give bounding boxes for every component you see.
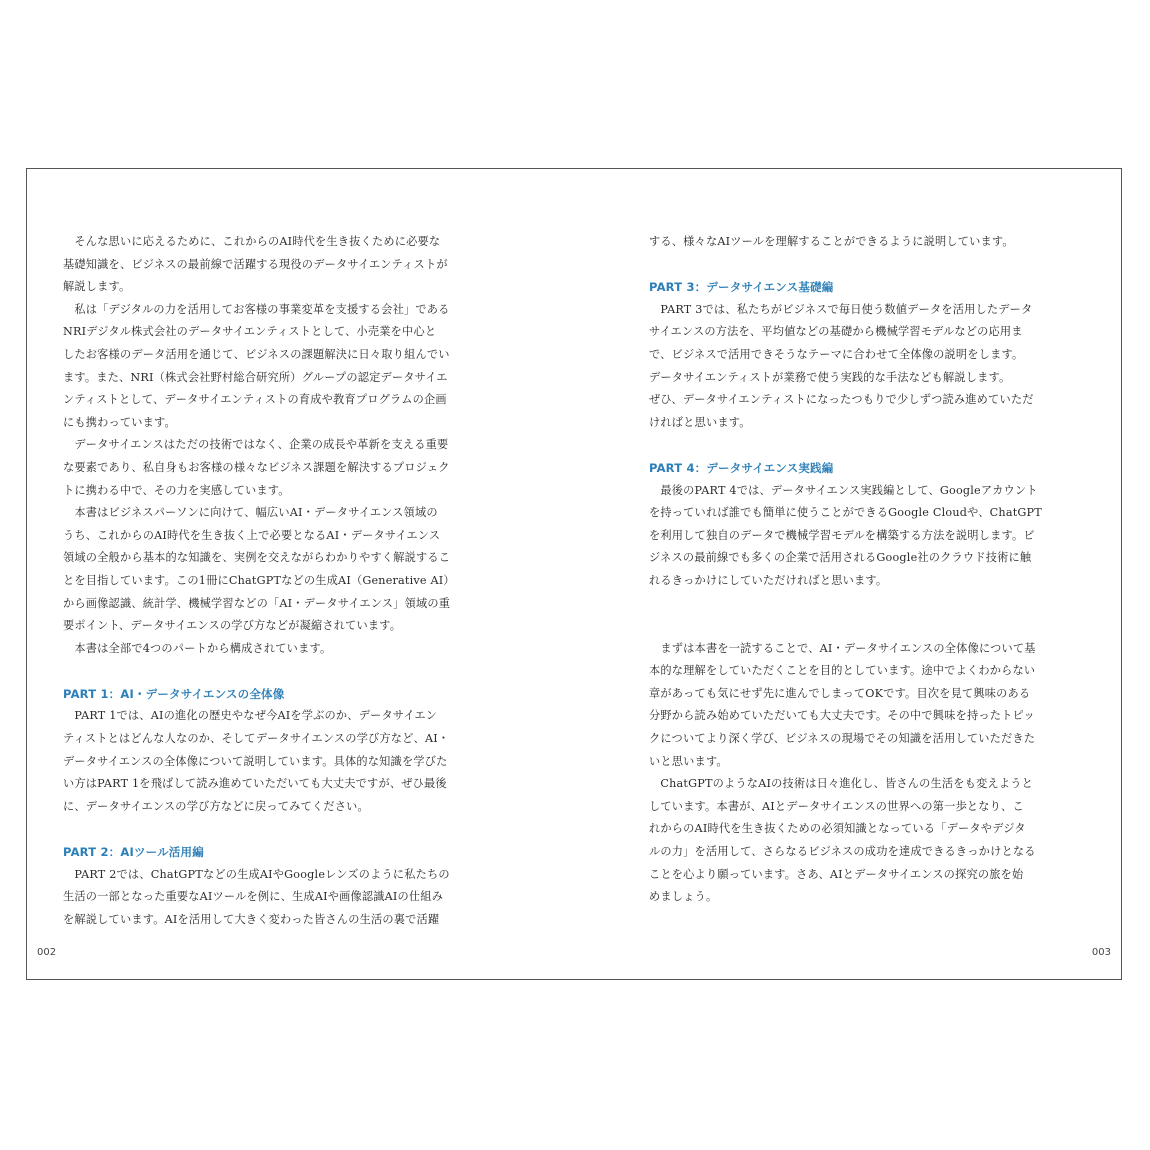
part4-paragraph [649,480,1081,593]
text-line: い方はPART 1を飛ばして読み進めていただいても大丈夫ですが、ぜひ最後 [63,777,447,791]
text-line: ことを心より願っています。さあ、AIとデータサイエンスの探究の旅を始 [649,867,1024,881]
text-line: な要素であり、私自身もお客様の様々なビジネス課題を解決するプロジェク [63,460,450,474]
text-line: いと思います。 [649,754,728,768]
text-line: ティストとはどんな人なのか、そしてデータサイエンスの学び方など、AI・ [63,732,450,746]
text-line: PART 3では、私たちがビジネスで毎日使う数値データを活用したデータ [649,302,1033,316]
text-line: する、様々なAIツールを理解することができるように説明しています。 [649,235,1014,248]
text-line: とを目指しています。この1冊にChatGPTなどの生成AI（Generative AI） [63,573,455,587]
text-line: ぜひ、データサイエンティストになったつもりで少しずつ読み進めていただ [649,393,1034,407]
text-line: 解説します。 [63,280,131,294]
closing-paragraph-2 [649,773,1081,909]
text-line: うち、これからのAI時代を生き抜く上で必要となるAI・データサイエンス [63,528,441,542]
text-line: ジネスの最前線でも多くの企業で活用されるGoogle社のクラウド技術に触 [649,551,1032,565]
part2-heading: PART 2：AIツール活用編 [63,845,204,860]
text-line: ンティストとして、データサイエンティストの育成や教育プログラムの企画 [63,393,447,407]
text-line: データサイエンスはただの技術ではなく、企業の成長や革新を支える重要 [63,438,449,452]
section-gap [649,254,1081,277]
left-page [63,231,495,931]
part3-paragraph [649,299,1081,435]
text-line: クについてより深く学び、ビジネスの現場でその知識を活用していただきた [649,732,1036,746]
book-spread [26,168,1122,980]
text-line: 基礎知識を、ビジネスの最前線で活躍する現役のデータサイエンティストが [63,257,448,271]
text-line: データサイエンスの全体像について説明しています。具体的な知識を学びた [63,754,448,768]
part2-paragraph [63,864,495,932]
text-line: ChatGPTのようなAIの技術は日々進化し、皆さんの生活をも変えようと [649,777,1034,791]
text-line: したお客様のデータ活用を通じて、ビジネスの課題解決に日々取り組んでい [63,347,450,361]
part2-continuation [649,231,1081,254]
intro-paragraphs [63,231,495,660]
text-line: を利用して独自のデータで機械学習モデルを構築する方法を説明します。ビ [649,528,1035,542]
section-gap [649,434,1081,457]
part4-heading: PART 4：データサイエンス実践編 [649,460,834,475]
text-line: ければと思います。 [649,415,751,429]
text-line: 分野から読み始めていただいても大丈夫です。その中で興味を持ったトピッ [649,709,1035,723]
text-line: を持っていれば誰でも簡単に使うことができるGoogle Cloudや、ChatGPT [649,506,1042,520]
section-gap [649,615,1081,638]
text-line: 要ポイント、データサイエンスの学び方などが凝縮されています。 [63,619,402,633]
text-line: 最後のPART 4では、データサイエンス実践編として、Googleアカウント [649,483,1038,497]
text-line: めましょう。 [649,890,718,904]
text-line: ルの力」を活用して、さらなるビジネスの成功を達成できるきっかけとなる [649,845,1036,859]
page-number-left: 002 [37,947,57,958]
text-line: 私は「デジタルの力を活用してお客様の事業変革を支援する会社」である [63,302,450,316]
right-page [649,231,1081,909]
part1-heading: PART 1：AI・データサイエンスの全体像 [63,686,285,701]
part1-paragraph [63,705,495,818]
section-gap [63,660,495,683]
text-line: PART 2では、ChatGPTなどの生成AIやGoogleレンズのように私たちの [63,867,450,881]
text-line: れるきっかけにしていただければと思います。 [649,573,888,587]
text-line: れからのAI時代を生き抜くための必須知識となっている「データやデジタ [649,822,1026,836]
text-line: そんな思いに応えるために、これからのAI時代を生き抜くために必要な [63,235,441,248]
text-line: で、ビジネスで活用できそうなテーマに合わせて全体像の説明をします。 [649,347,1024,361]
section-gap [63,818,495,841]
part3-heading: PART 3：データサイエンス基礎編 [649,280,834,295]
text-line: NRIデジタル株式会社のデータサイエンティストとして、小売業を中心と [63,325,437,339]
text-line: まずは本書を一読することで、AI・データサイエンスの全体像について基 [649,641,1036,655]
text-line: 本書はビジネスパーソンに向けて、幅広いAI・データサイエンス領域の [63,506,438,520]
text-line: トに携わる中で、その力を実感しています。 [63,483,290,497]
text-line: しています。本書が、AIとデータサイエンスの世界への第一歩となり、こ [649,799,1024,813]
section-gap [649,593,1081,616]
text-line: サイエンスの方法を、平均値などの基礎から機械学習モデルなどの応用ま [649,325,1023,339]
text-line: データサイエンティストが業務で使う実践的な手法なども解説します。 [649,370,1011,384]
text-line: に、データサイエンスの学び方などに戻ってみてください。 [63,799,369,813]
text-line: 本的な理解をしていただくことを目的としています。途中でよくわからない [649,664,1036,678]
text-line: 生活の一部となった重要なAIツールを例に、生成AIや画像認識AIの仕組み [63,890,444,904]
text-line: 本書は全部で4つのパートから構成されています。 [63,641,332,655]
text-line: にも携わっています。 [63,415,176,429]
closing-paragraph-1 [649,638,1081,774]
text-line: 領域の全般から基本的な知識を、実例を交えながらわかりやすく解説するこ [63,551,451,565]
text-line: を解説しています。AIを活用して大きく変わった皆さんの生活の裏で活躍 [63,912,440,926]
text-line: 章があっても気にせず先に進んでしまってOKです。目次を見て興味のある [649,686,1031,700]
text-line: から画像認識、統計学、機械学習などの「AI・データサイエンス」領域の重 [63,596,451,610]
text-line: ます。また、NRI（株式会社野村総合研究所）グループの認定データサイエ [63,370,448,384]
page-number-right: 003 [1091,947,1111,958]
text-line: PART 1では、AIの進化の歴史やなぜ今AIを学ぶのか、データサイエン [63,709,438,723]
